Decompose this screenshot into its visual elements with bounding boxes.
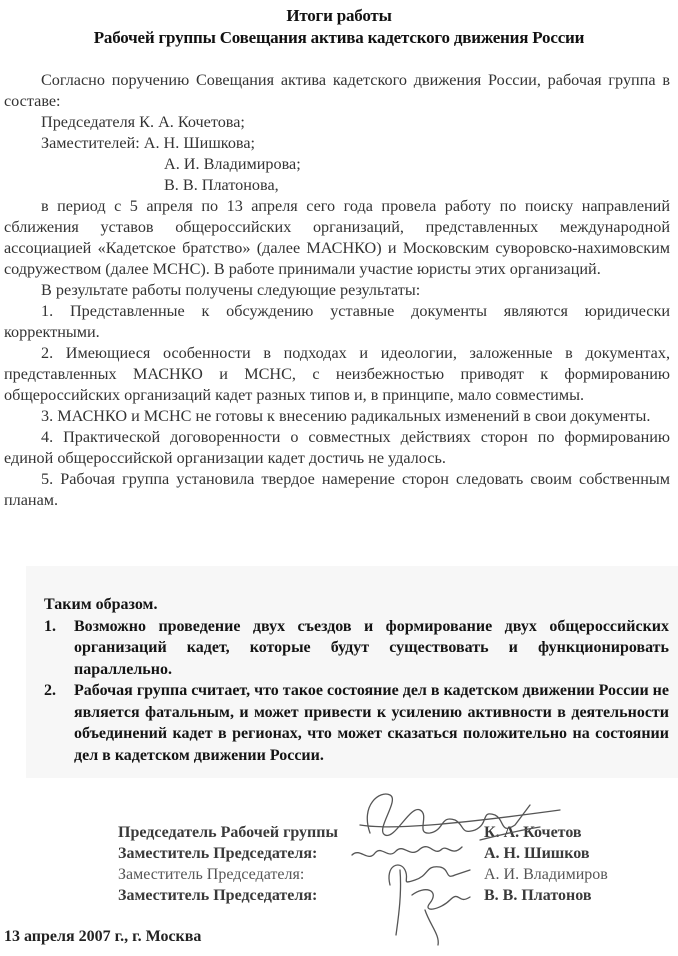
document-title: Итоги работы	[286, 6, 392, 25]
summary-section	[44, 594, 669, 766]
date-place: 13 апреля 2007 г., г. Москва	[4, 928, 202, 945]
signatory-name: К. А. Кочетов	[484, 824, 582, 841]
signatory-name: А. И. Владимиров	[484, 866, 608, 883]
result-item: 3. МАСНКО и МСНС не готовы к внесению радикальных изменений в свои документы.	[41, 407, 651, 425]
results-heading: В результате работы получены следующие результаты:	[41, 281, 421, 299]
summary-item-text: Рабочая группа считает, что такое состояние дел в кадетском движении России не является фатальным, и может привести к усилению активности в деятельности объединений кадет в регионах, что может сказаться положительно на состоянии дел в кадетском движении России.	[74, 682, 669, 764]
signatory-role: Председатель Рабочей группы	[118, 824, 338, 841]
signatory-name: В. В. Платонов	[484, 887, 592, 904]
result-item: 4. Практической договоренности о совместных действиях сторон по формированию единой общероссийской организации кадет достичь не удалось.	[4, 428, 670, 467]
signatory-role: Заместитель Председателя:	[118, 866, 305, 883]
result-item: 5. Рабочая группа установила твердое намерение сторон следовать своим собственным планам.	[4, 470, 670, 509]
summary-item-number: 1.	[44, 617, 56, 635]
summary-item-text: Возможно проведение двух съездов и формирование двух общероссийских организаций кадет, которые будут существовать и функционировать параллельно.	[74, 617, 669, 678]
deputy-line-3: В. В. Платонова,	[164, 176, 279, 194]
chairman-line: Председателя К. А. Кочетова;	[41, 113, 245, 131]
summary-item	[44, 616, 669, 681]
deputies-line: Заместителей: А. Н. Шишкова;	[41, 134, 256, 152]
signature-row	[118, 822, 638, 843]
summary-item-number: 2.	[44, 682, 56, 699]
summary-heading: Таким образом.	[44, 596, 158, 613]
result-item: 1. Представленные к обсуждению уставные документы являются юридически корректными.	[4, 302, 670, 341]
summary-list	[44, 616, 669, 767]
intro-section	[4, 70, 670, 511]
signature-block	[118, 822, 638, 906]
signature-row	[118, 885, 638, 906]
signature-row	[118, 864, 638, 885]
document-subtitle: Рабочей группы Совещания актива кадетского движения России	[93, 28, 585, 47]
signatory-name: А. Н. Шишков	[484, 845, 590, 862]
intro-opening: Согласно поручению Совещания актива кадетского движения России, рабочая группа в составе:	[4, 71, 670, 110]
summary-item	[44, 680, 669, 766]
signature-row	[118, 843, 638, 864]
signatory-role: Заместитель Председателя:	[118, 887, 318, 904]
period-paragraph: в период с 5 апреля по 13 апреля сего года провела работу по поиску направлений сближения уставов общероссийских организаций, представленных международной ассоциацией «Кадетское братство» (далее МАСНКО) и Московским суворовско-нахимовским содружеством (далее МСНС). В работе принимали участие юристы этих организаций.	[4, 197, 670, 278]
signatory-role: Заместитель Председателя:	[118, 845, 318, 862]
result-item: 2. Имеющиеся особенности в подходах и идеологии, заложенные в документах, представленных МАСНКО и МСНС, с неизбежностью приводят к формированию общероссийских организаций кадет разных типов и, в принципе, мало совместимы.	[4, 344, 670, 404]
deputy-line-2: А. И. Владимирова;	[164, 155, 301, 173]
